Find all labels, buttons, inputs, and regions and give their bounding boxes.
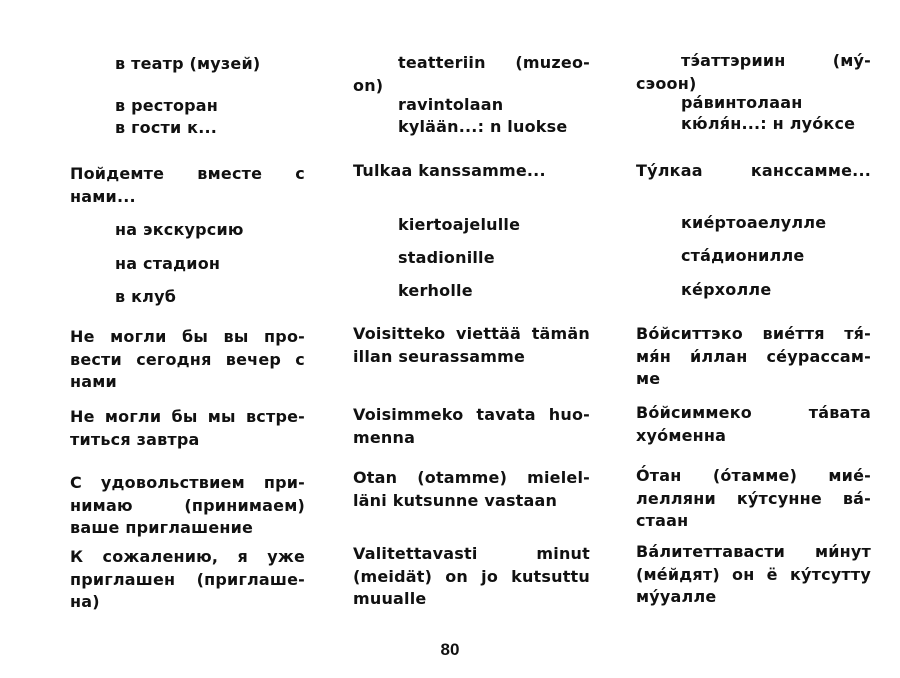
phrase-fi-excursion: kiertoajelulle: [398, 215, 521, 234]
phrase-fi-decline: Valitettavasti minut (meidät) on jo kutsuttu muualle: [353, 544, 590, 608]
phrase-ru-visit: в гости к...: [115, 118, 218, 137]
phrase-tr-theatre: тэ́аттэриин (му́- сэоон): [636, 51, 871, 93]
phrase-fi-meet-tomorrow: Voisimmeko tavata huo- menna: [353, 405, 590, 447]
phrase-ru-stadium: на стадион: [115, 254, 221, 273]
phrase-fi-evening: Voisitteko viettää tämän illan seurassamme: [353, 324, 590, 366]
phrase-tr-excursion: кие́ртоаелулле: [681, 213, 827, 232]
phrase-ru-decline: К сожалению, я уже приглашен (приглаше- на): [70, 547, 305, 611]
phrase-fi-restaurant: ravintolaan: [398, 95, 504, 114]
phrase-tr-evening: Во́йситтэко вие́ття тя́- мя́н и́ллан се́урассам- ме: [636, 324, 871, 388]
phrase-tr-accept: О́тан (о́тамме) мие́- лелляни ку́тсунне ва́- стаан: [636, 466, 871, 530]
phrase-fi-visit: kylään...: n luokse: [398, 117, 568, 136]
phrase-ru-excursion: на экскурсию: [115, 220, 244, 239]
phrase-tr-meet-tomorrow: Во́йсиммеко та́вата хуо́менна: [636, 403, 871, 445]
phrase-ru-meet-tomorrow: Не могли бы мы встре- титься завтра: [70, 407, 305, 449]
phrase-tr-stadium: ста́дионилле: [681, 246, 805, 265]
phrase-tr-restaurant: ра́винтолаан: [681, 93, 803, 112]
phrase-fi-accept: Otan (otamme) mielel- läni kutsunne vastaan: [353, 468, 590, 510]
phrase-ru-evening: Не могли бы вы про- вести сегодня вечер с нами: [70, 327, 305, 391]
phrase-fi-club: kerholle: [398, 281, 473, 300]
phrase-tr-lets-go: Ту́лкаа канссамме...: [636, 161, 871, 180]
phrase-ru-theatre: в театр (музей): [115, 54, 261, 73]
phrase-tr-visit: кю́ля́н...: н луо́ксе: [681, 114, 856, 133]
phrase-fi-theatre: teatteriin (muzeo- on): [353, 53, 590, 95]
phrase-fi-lets-go: Tulkaa kanssamme...: [353, 161, 546, 180]
phrase-fi-stadium: stadionille: [398, 248, 495, 267]
phrase-ru-accept: С удовольствием при- нимаю (принимаем) ваше приглашение: [70, 473, 305, 537]
phrase-ru-lets-go: Пойдемте вместе с нами...: [70, 164, 305, 206]
phrase-tr-decline: Ва́литеттавасти ми́нут (ме́йдят) он ё ку́тсутту му́уалле: [636, 542, 871, 606]
phrase-ru-restaurant: в ресторан: [115, 96, 219, 115]
page-number: 80: [440, 640, 460, 659]
phrase-tr-club: ке́рхолле: [681, 280, 772, 299]
phrase-ru-club: в клуб: [115, 287, 177, 306]
